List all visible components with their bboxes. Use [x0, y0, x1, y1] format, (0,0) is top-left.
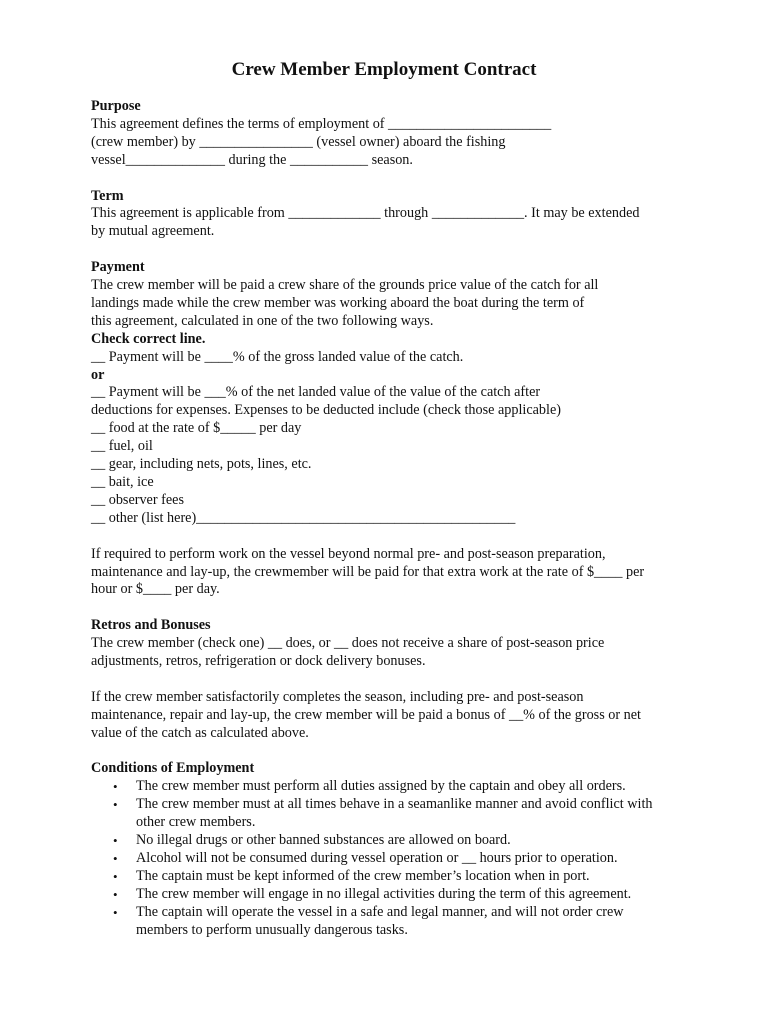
bullet-icon: • [113, 868, 118, 884]
conditions-section [91, 760, 691, 939]
condition-line: The crew member will engage in no illegal activities during the term of this agreement. [136, 885, 632, 902]
list-item [91, 832, 691, 850]
retros-line: The crew member (check one) __ does, or __ does not receive a share of post-season price [91, 635, 605, 652]
condition-line: The crew member must at all times behave in a seamanlike manner and avoid conflict with [136, 796, 653, 813]
purpose-heading: Purpose [91, 98, 141, 114]
or-label: or [91, 366, 105, 383]
bullet-icon: • [113, 779, 118, 795]
payment-option-net: __ Payment will be ___% of the net landed value of the value of the catch after [91, 384, 541, 401]
contract-document [91, 58, 691, 940]
purpose-section [91, 98, 691, 170]
check-line-label: Check correct line. [91, 330, 206, 347]
purpose-line: (crew member) by ________________ (vessel owner) aboard the fishing [91, 133, 506, 150]
retros-heading: Retros and Bonuses [91, 617, 211, 634]
bullet-icon: • [113, 850, 118, 866]
condition-line: No illegal drugs or other banned substances are allowed on board. [136, 832, 511, 849]
condition-line: other crew members. [136, 814, 256, 831]
payment-intro-line: The crew member will be paid a crew share of the grounds price value of the catch for all [91, 277, 599, 294]
page-title: Crew Member Employment Contract [231, 59, 537, 80]
term-line: by mutual agreement. [91, 223, 215, 240]
term-heading: Term [91, 187, 124, 204]
purpose-line: vessel______________ during the ___________ season. [91, 151, 413, 168]
extra-work-line: hour or $____ per day. [91, 581, 220, 598]
conditions-list [91, 778, 691, 939]
term-line: This agreement is applicable from _____________ through _____________. It may be extended [91, 205, 640, 222]
bonus-line: If the crew member satisfactorily completes the season, including pre- and post-season [91, 688, 584, 705]
expense-item-observer: __ observer fees [91, 491, 184, 508]
expense-item-bait: __ bait, ice [91, 474, 154, 490]
expense-item-other: __ other (list here)_____________________________________________ [91, 509, 516, 526]
condition-line: Alcohol will not be consumed during vessel operation or __ hours prior to operation. [136, 849, 618, 866]
list-item [91, 886, 691, 904]
list-item [91, 904, 691, 940]
bullet-icon: • [113, 904, 118, 920]
list-item [91, 796, 691, 832]
expense-item-gear: __ gear, including nets, pots, lines, etc. [91, 456, 312, 473]
bullet-icon: • [113, 797, 118, 813]
bullet-icon: • [113, 833, 118, 849]
purpose-line: This agreement defines the terms of employment of _______________________ [91, 115, 552, 132]
list-item [91, 868, 691, 886]
bullet-icon: • [113, 886, 118, 902]
expense-item-fuel: __ fuel, oil [91, 438, 153, 455]
condition-line: The captain will operate the vessel in a safe and legal manner, and will not order crew [136, 903, 624, 920]
conditions-heading: Conditions of Employment [91, 760, 255, 777]
retros-line: adjustments, retros, refrigeration or dock delivery bonuses. [91, 653, 426, 670]
condition-line: The crew member must perform all duties assigned by the captain and obey all orders. [136, 778, 626, 795]
expense-item-food: __ food at the rate of $_____ per day [91, 420, 302, 437]
condition-line: The captain must be kept informed of the crew member’s location when in port. [136, 867, 590, 884]
condition-line: members to perform unusually dangerous tasks. [136, 921, 408, 938]
payment-option-gross: __ Payment will be ____% of the gross landed value of the catch. [91, 348, 464, 365]
payment-option-net: deductions for expenses. Expenses to be deducted include (check those applicable) [91, 402, 561, 419]
list-item [91, 850, 691, 868]
list-item [91, 778, 691, 796]
payment-heading: Payment [91, 259, 145, 276]
payment-intro-line: this agreement, calculated in one of the two following ways. [91, 312, 434, 329]
bonus-line: value of the catch as calculated above. [91, 724, 309, 741]
term-section [91, 188, 691, 242]
payment-intro-line: landings made while the crew member was working aboard the boat during the term of [91, 294, 585, 311]
extra-work-line: If required to perform work on the vessel beyond normal pre- and post-season preparation, [91, 545, 606, 562]
bonus-line: maintenance, repair and lay-up, the crew member will be paid a bonus of __% of the gross or net [91, 706, 641, 723]
payment-section [91, 259, 691, 599]
retros-section [91, 617, 691, 742]
extra-work-line: maintenance and lay-up, the crewmember will be paid for that extra work at the rate of $____ per [91, 563, 645, 580]
